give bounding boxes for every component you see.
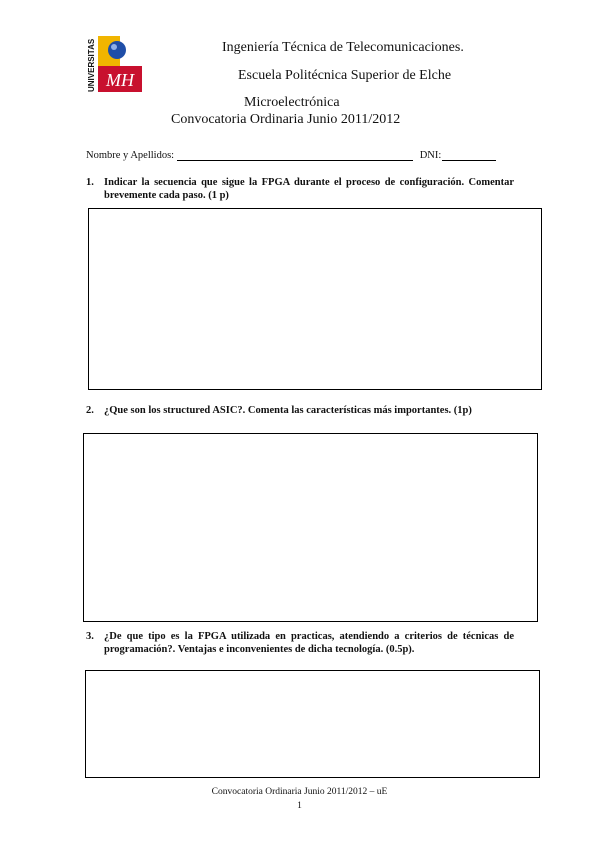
university-logo-graphic xyxy=(84,34,150,94)
page-number: 1 xyxy=(297,801,302,811)
question-text: ¿De que tipo es la FPGA utilizada en practicas, atendiendo a criterios de técnicas de programación?. Ventajas e inconvenientes de dicha tecnología. (0.5p). xyxy=(104,631,514,655)
question-number: 3. xyxy=(86,631,94,642)
dni-label: DNI: xyxy=(419,150,442,161)
header-school: Escuela Politécnica Superior de Elche xyxy=(238,68,452,83)
university-logo xyxy=(84,34,150,94)
footer-text: Convocatoria Ordinaria Junio 2011/2012 – uE xyxy=(211,787,388,797)
question-text: Indicar la secuencia que sigue la FPGA durante el proceso de configuración. Comentar brevemente cada paso. (1 p) xyxy=(104,177,514,201)
header-exam: Convocatoria Ordinaria Junio 2011/2012 xyxy=(171,112,401,127)
question-text: ¿Que son los structured ASIC?. Comenta las características más importantes. (1p) xyxy=(104,405,472,416)
name-line[interactable] xyxy=(177,150,413,161)
student-info-row xyxy=(86,150,496,161)
answer-box-3[interactable] xyxy=(85,670,540,778)
header-degree: Ingeniería Técnica de Telecomunicaciones. xyxy=(222,40,464,55)
answer-box-1[interactable] xyxy=(88,208,542,390)
dni-line[interactable] xyxy=(442,150,496,161)
answer-box-2[interactable] xyxy=(83,433,538,622)
question-number: 1. xyxy=(86,177,94,188)
name-label: Nombre y Apellidos: xyxy=(86,150,175,161)
svg-text:MH: MH xyxy=(106,70,134,90)
question-number: 2. xyxy=(86,405,94,416)
svg-text:UNIVERSITAS: UNIVERSITAS xyxy=(87,38,96,92)
header-subject: Microelectrónica xyxy=(244,95,340,110)
